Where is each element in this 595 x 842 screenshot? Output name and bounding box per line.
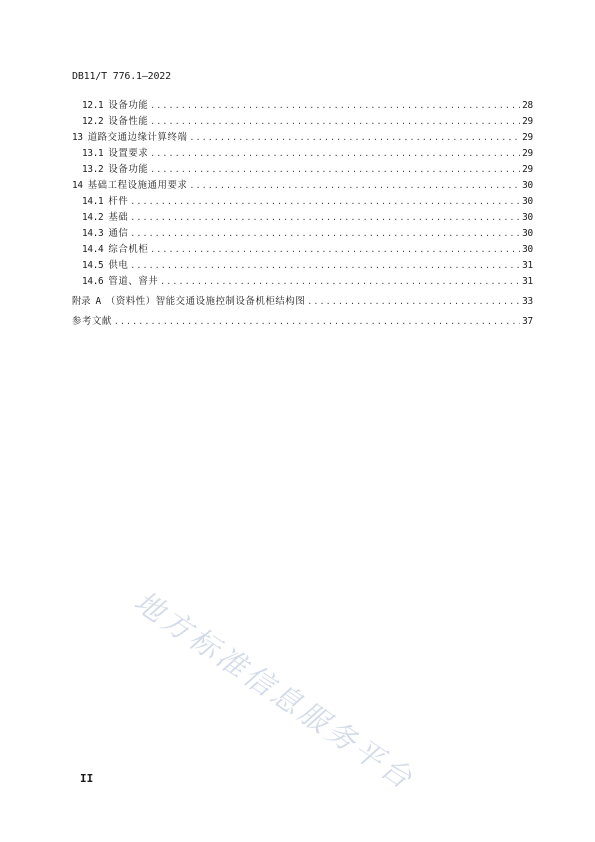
- table-of-contents: [72, 97, 533, 329]
- toc-entry-number: 13.1: [82, 148, 104, 159]
- toc-leader-dots: [307, 297, 520, 306]
- toc-entry-title: 参考文献: [72, 316, 112, 327]
- toc-entry-page: 30: [522, 228, 533, 239]
- toc-entry[interactable]: [72, 313, 533, 329]
- toc-leader-dots: [114, 317, 520, 326]
- toc-entry[interactable]: [72, 193, 533, 209]
- toc-entry-title: 管道、窨井: [108, 276, 159, 287]
- toc-entry-page: 29: [522, 116, 533, 127]
- toc-entry[interactable]: [72, 273, 533, 289]
- toc-entry-number: 12.1: [82, 100, 104, 111]
- toc-leader-dots: [130, 229, 520, 238]
- toc-entry-number: 14.5: [82, 260, 104, 271]
- toc-entry-number: 14.3: [82, 228, 104, 239]
- toc-entry-title: 供电: [108, 260, 129, 271]
- toc-entry-page: 29: [522, 164, 533, 175]
- toc-leader-dots: [130, 197, 520, 206]
- toc-entry-number: 13.2: [82, 164, 104, 175]
- toc-entry[interactable]: [72, 177, 533, 193]
- toc-entry[interactable]: [72, 293, 533, 309]
- toc-entry-title: 设备功能: [108, 100, 149, 111]
- toc-entry[interactable]: [72, 209, 533, 225]
- toc-entry[interactable]: [72, 113, 533, 129]
- toc-entry-title: 设置要求: [108, 148, 149, 159]
- toc-entry[interactable]: [72, 145, 533, 161]
- toc-entry-page: 31: [522, 276, 533, 287]
- toc-entry-page: 28: [522, 100, 533, 111]
- toc-entry-title: 综合机柜: [108, 244, 149, 255]
- document-id: DB11/T 776.1—2022: [72, 71, 171, 82]
- toc-leader-dots: [150, 245, 520, 254]
- page-number: II: [80, 772, 94, 785]
- toc-entry[interactable]: [72, 241, 533, 257]
- toc-entry-page: 33: [522, 296, 533, 307]
- toc-entry[interactable]: [72, 129, 533, 145]
- toc-entry-title: 基础: [108, 212, 129, 223]
- toc-leader-dots: [150, 149, 520, 158]
- toc-entry-title: 设备性能: [108, 116, 149, 127]
- toc-entry[interactable]: [72, 97, 533, 113]
- toc-leader-dots: [130, 261, 520, 270]
- toc-entry-page: 30: [522, 180, 533, 191]
- toc-entry-number: 14.2: [82, 212, 104, 223]
- watermark: 地方标准信息服务平台: [128, 584, 421, 797]
- toc-leader-dots: [160, 277, 520, 286]
- toc-entry-page: 37: [522, 316, 533, 327]
- toc-entry-title: 杆件: [108, 196, 129, 207]
- toc-entry-number: 14.4: [82, 244, 104, 255]
- toc-entry-number: 14.1: [82, 196, 104, 207]
- toc-entry-page: 30: [522, 196, 533, 207]
- toc-leader-dots: [130, 213, 520, 222]
- toc-entry-title: （资料性）智能交通设施控制设备机柜结构图: [105, 296, 306, 307]
- toc-entry-number: 附录 A: [72, 296, 101, 307]
- toc-leader-dots: [189, 181, 520, 190]
- toc-entry[interactable]: [72, 161, 533, 177]
- toc-entry-number: 14.6: [82, 276, 104, 287]
- toc-entry-page: 30: [522, 212, 533, 223]
- toc-entry-page: 30: [522, 244, 533, 255]
- toc-entry[interactable]: [72, 225, 533, 241]
- toc-entry[interactable]: [72, 257, 533, 273]
- toc-leader-dots: [150, 165, 520, 174]
- toc-entry-page: 29: [522, 132, 533, 143]
- toc-entry-title: 道路交通边缘计算终端: [87, 132, 188, 143]
- toc-entry-page: 31: [522, 260, 533, 271]
- toc-entry-number: 14: [72, 180, 83, 191]
- toc-entry-page: 29: [522, 148, 533, 159]
- toc-entry-title: 设备功能: [108, 164, 149, 175]
- toc-leader-dots: [150, 117, 520, 126]
- toc-entry-number: 13: [72, 132, 83, 143]
- toc-entry-title: 基础工程设施通用要求: [87, 180, 188, 191]
- toc-leader-dots: [189, 133, 520, 142]
- toc-entry-title: 通信: [108, 228, 129, 239]
- toc-leader-dots: [150, 101, 520, 110]
- toc-entry-number: 12.2: [82, 116, 104, 127]
